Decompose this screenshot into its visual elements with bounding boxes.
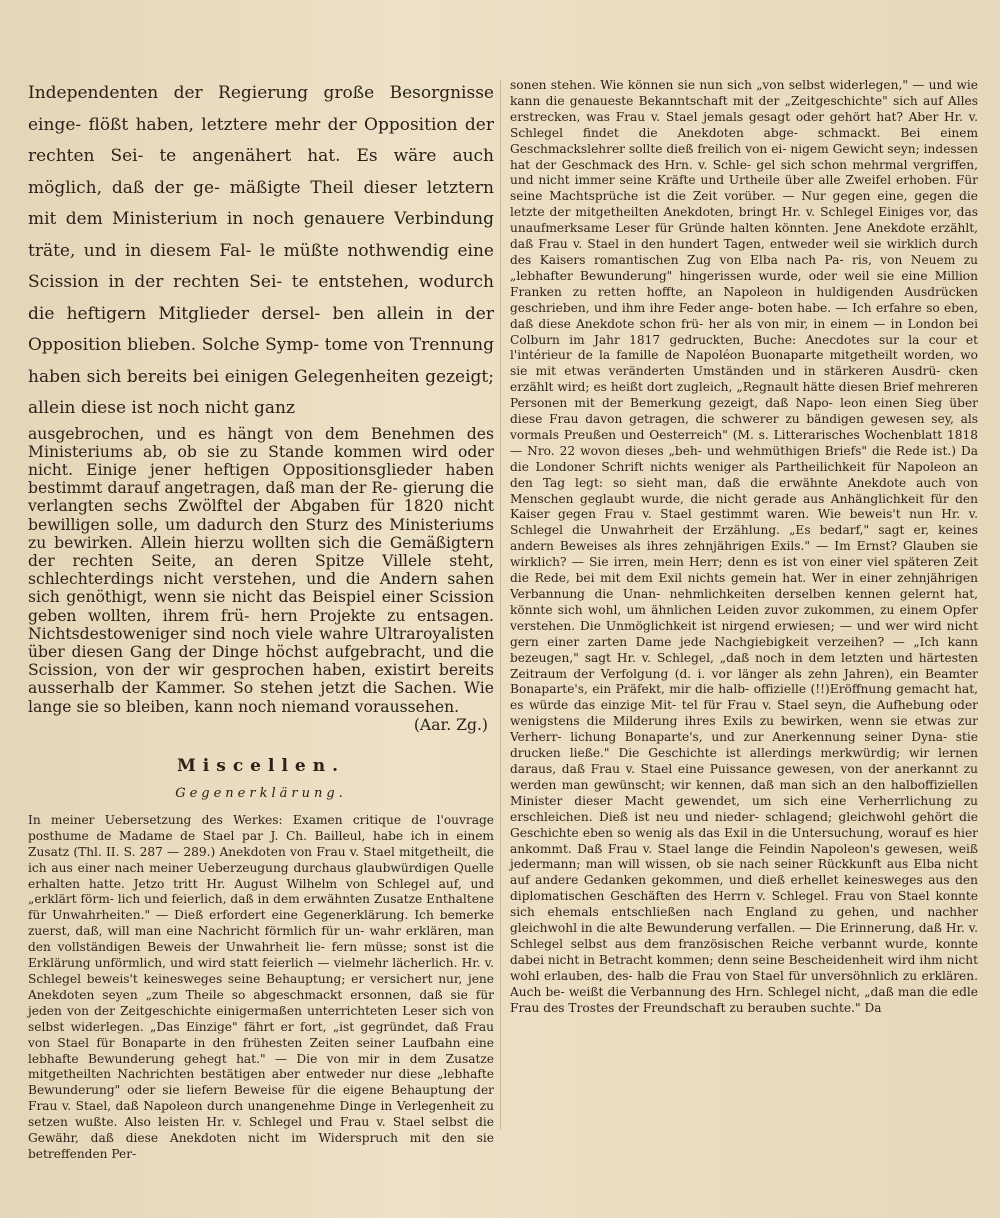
source-citation: (Aar. Zg.): [413, 715, 488, 734]
article-continuation: sonen stehen. Wie können sie nun sich „von selbst widerlegen," — und wie kann die genaueste Bekanntschaft mit der „Zeitgeschichte" sich auf Alles erstrecken, was Frau v. Stael jemals gesagt oder gehört hat? Aber Hr. v. Schlegel findet die Anekdoten abge- schmackt. Bei einem Geschmackslehrer sollte dieß freilich von ei- nigem Gewicht seyn; indessen hat der Geschmack des Hrn. v. Schle- gel sich schon mehrmal vergriffen, und nicht immer seine Kräfte und Urtheile über alle Zweifel erhoben. Für seine Machtsprüche ist die Zeit vorüber. — Nur gegen eine, gegen die letzte der mitgetheilten Anekdoten, bringt Hr. v. Schlegel Einiges vor, das unaufmerksame Leser für Gründe halten könnten. Jene Anekdote erzählt, daß Frau v. Stael in den hundert Tagen, entweder weil sie wirklich durch des Kaisers romantischen Zug von Elba nach Pa- ris, von Neuem zu „lebhafter Bewunderung" hingerissen wurde, oder weil sie eine Million Franken zu retten hoffte, an Napoleon in huldigenden Ausdrücken geschrieben, und ihm ihre Feder ange- boten habe. — Ich erfahre so eben, daß diese Anekdote schon frü- her als von mir, in einem — in London bei Colburn im Jahr 1817 gedruckten, Buche: Anecdotes sur la cour et l'intérieur de la famille de Napoléon Buonaparte mitgetheilt worden, wo sie mit etwas veränderten Umständen und in stärkeren Ausdrü- cken erzählt wird; es heißt dort zugleich, „Regnault hätte diesen Brief mehreren Personen mit der Bemerkung gezeigt, daß Napo- leon einen Sieg über diese Frau davon getragen, die schwerer zu bändigen gewesen sey, als vormals Preußen und Oesterreich" (M. s. Litterarisches Wochenblatt 1818 — Nro. 22 wovon dieses „beh- und wehmüthigen Briefs" die Rede ist.) Da die Londoner Schrift nichts weniger als Partheilichkeit für Napoleon an den Tag legt: so sieht man, daß die erwähnte Anekdote auch von Menschen geglaubt wurde, die nicht gerade aus Anhänglichkeit für den Kaiser gegen Frau v. Stael gestimmt waren. Wie beweis't nun Hr. v. Schlegel die Unwahrheit der Erzählung. „Es bedarf," sagt er, keines andern Beweises als ihres zehnjährigen Exils." — Im Ernst? Glauben sie wirklich? — Sie irren, mein Herr; denn es ist von einer viel späteren Zeit die Rede, bei mit dem Exil nichts gemein hat. Wer in einer zehnjährigen Verbannung die Unan- nehmlichkeiten derselben kennen gelernt hat, könnte sich wohl, um ähnlichen Leiden zuvor zukommen, zu einem Opfer verstehen. Die Unmöglichkeit ist nirgend erwiesen; — und wer wird nicht gern einer zarten Dame jede Nachgiebigkeit verzeihen? — „Ich kann bezeugen," sagt Hr. v. Schlegel, „daß noch in dem letzten und härtesten Zeitraum der Verfolgung (d. i. vor länger als zehn Jahren), ein Beamter Bonaparte's, ein Präfekt, mir die halb- offizielle (!!)Eröffnung gemacht hat, es würde das einzige Mit- tel für Frau v. Stael seyn, die Aufhebung oder wenigstens die Milderung ihres Exils zu bewirken, wenn sie etwas zur Verherr- lichung Bonaparte's, und zur Anerkennung seiner Dyna- stie drucken ließe." Die Geschichte ist allerdings merkwürdig; wir lernen daraus, daß Frau v. Stael eine Puissance gewesen, von der anerkannt zu werden man gewünscht; wir kennen, daß man sich an den halboffiziellen Minister dieser Macht gewendet, um sich eine Verherrlichung zu erschleichen. Dieß ist neu und nieder- schlagend; gleichwohl gehört die Geschichte eben so wenig als das Exil in die Untersuchung, worauf es hier ankommt. Daß Frau v. Stael lange die Feindin Napoleon's gewesen, weiß jedermann; man will wissen, ob sie nach seiner Rückkunft aus Elba nicht auf andere Gedanken gekommen, und dieß erhellet keinesweges aus den diplomatischen Geschäften des Herrn v. Schlegel. Frau von Stael konnte sich ehemals entschließen nach England zu gehen, und nachher gleichwohl in die alte Bewunderung verfallen. — Die Erinnerung, daß Hr. v. Schlegel selbst aus dem französischen Reiche verbannt wurde, konnte dabei nicht in Betracht kommen; denn seine Bescheidenheit wird ihm nicht wohl erlauben, des- halb die Frau von Stael für unversöhnlich zu erklären. Auch be- weißt die Verbannung des Hrn. Schlegel nicht, „daß man die edle Frau des Trostes der Freundschaft zu berauben suchte." Da: [510, 78, 978, 1015]
political-report-paragraph-2: ausgebrochen, und es hängt von dem Benehmen des Ministeriums ab, ob sie zu Stande kommen wird oder nicht. Einige jener heftigen Oppositionsglieder haben bestimmt darauf angetragen, daß man der Re- gierung die verlangten sechs Zwölftel der Abgaben für 1820 nicht bewilligen solle, um dadurch den Sturz des Ministeriums zu bewirken. Allein hierzu wollten sich die Gemäßigtern der rechten Seite, an deren Spitze Villele steht, schlechterdings nicht verstehen, und die Andern sahen sich genöthigt, wenn sie nicht das Beispiel einer Scission geben wollten, ihrem frü- hern Projekte zu entsagen. Nichtsdestoweniger sind noch viele wahre Ultraroyalisten über diesen Gang der Dinge höchst aufgebracht, und die Scission, von der wir gesprochen haben, existirt bereits ausserhalb der Kammer. So stehen jetzt die Sachen. Wie lange sie so bleiben, kann noch niemand voraussehen.: [28, 424, 494, 716]
left-column: [28, 78, 494, 1163]
section-heading: Miscellen.: [176, 755, 346, 776]
column-divider: [500, 80, 501, 1130]
right-column: [510, 78, 978, 1016]
article-paragraph: In meiner Uebersetzung des Werkes: Examen critique de l'ouvrage posthume de Madame de Stael par J. Ch. Bailleul, habe ich in einem Zusatz (Thl. II. S. 287 — 289.) Anekdoten von Frau v. Stael mitgetheilt, die ich aus einer nach meiner Ueberzeugung durchaus glaubwürdigen Quelle erhalten hatte. Jetzo tritt Hr. August Wilhelm von Schlegel auf, und „erklärt förm- lich und feierlich, daß in dem erwähnten Zusatze Enthaltene für Unwahrheiten." — Dieß erfordert eine Gegenerklärung. Ich bemerke zuerst, daß, will man eine Nachricht förmlich für un- wahr erklären, man den vollständigen Beweis der Unwahrheit lie- fern müsse; sonst ist die Erklärung unförmlich, und wird statt feierlich — vielmehr lächerlich. Hr. v. Schlegel beweis't keinesweges seine Behauptung; er versichert nur, jene Anekdoten seyen „zum Theile so abgeschmackt ersonnen, daß sie für jeden von der Zeitgeschichte einigermaßen unterrichteten Leser sich von selbst widerlegen. „Das Einzige" fährt er fort, „ist gegründet, daß Frau von Stael für Bonaparte in den frühesten Zeiten seiner Laufbahn eine lebhafte Bewunderung gehegt hat." — Die von mir in dem Zusatze mitgetheilten Nachrichten bestätigen aber entweder nur diese „lebhafte Bewunderung" oder sie liefern Beweise für die eigene Behauptung der Frau v. Stael, daß Napoleon durch unangenehme Dinge in Verlegenheit zu setzen wußte. Also leisten Hr. v. Schlegel und Frau v. Stael selbst die Gewähr, daß diese Anekdoten nicht im Widerspruch mit den sie betreffenden Per-: [28, 812, 494, 1161]
political-report-paragraph-1: Independenten der Regierung große Besorgnisse einge- flößt haben, letztere mehr der Opposition der rechten Sei- te angenähert hat. Es wäre auch möglich, daß der ge- mäßigte Theil dieser letztern mit dem Ministerium in noch genauere Verbindung träte, und in diesem Fal- le müßte nothwendig eine Scission in der rechten Sei- te entstehen, wodurch die heftigern Mitglieder dersel- ben allein in der Opposition blieben. Solche Symp- tome von Trennung haben sich bereits bei einigen Gelegenheiten gezeigt; allein diese ist noch nicht ganz: [28, 83, 494, 418]
article-title: Gegenerklärung.: [175, 785, 347, 801]
